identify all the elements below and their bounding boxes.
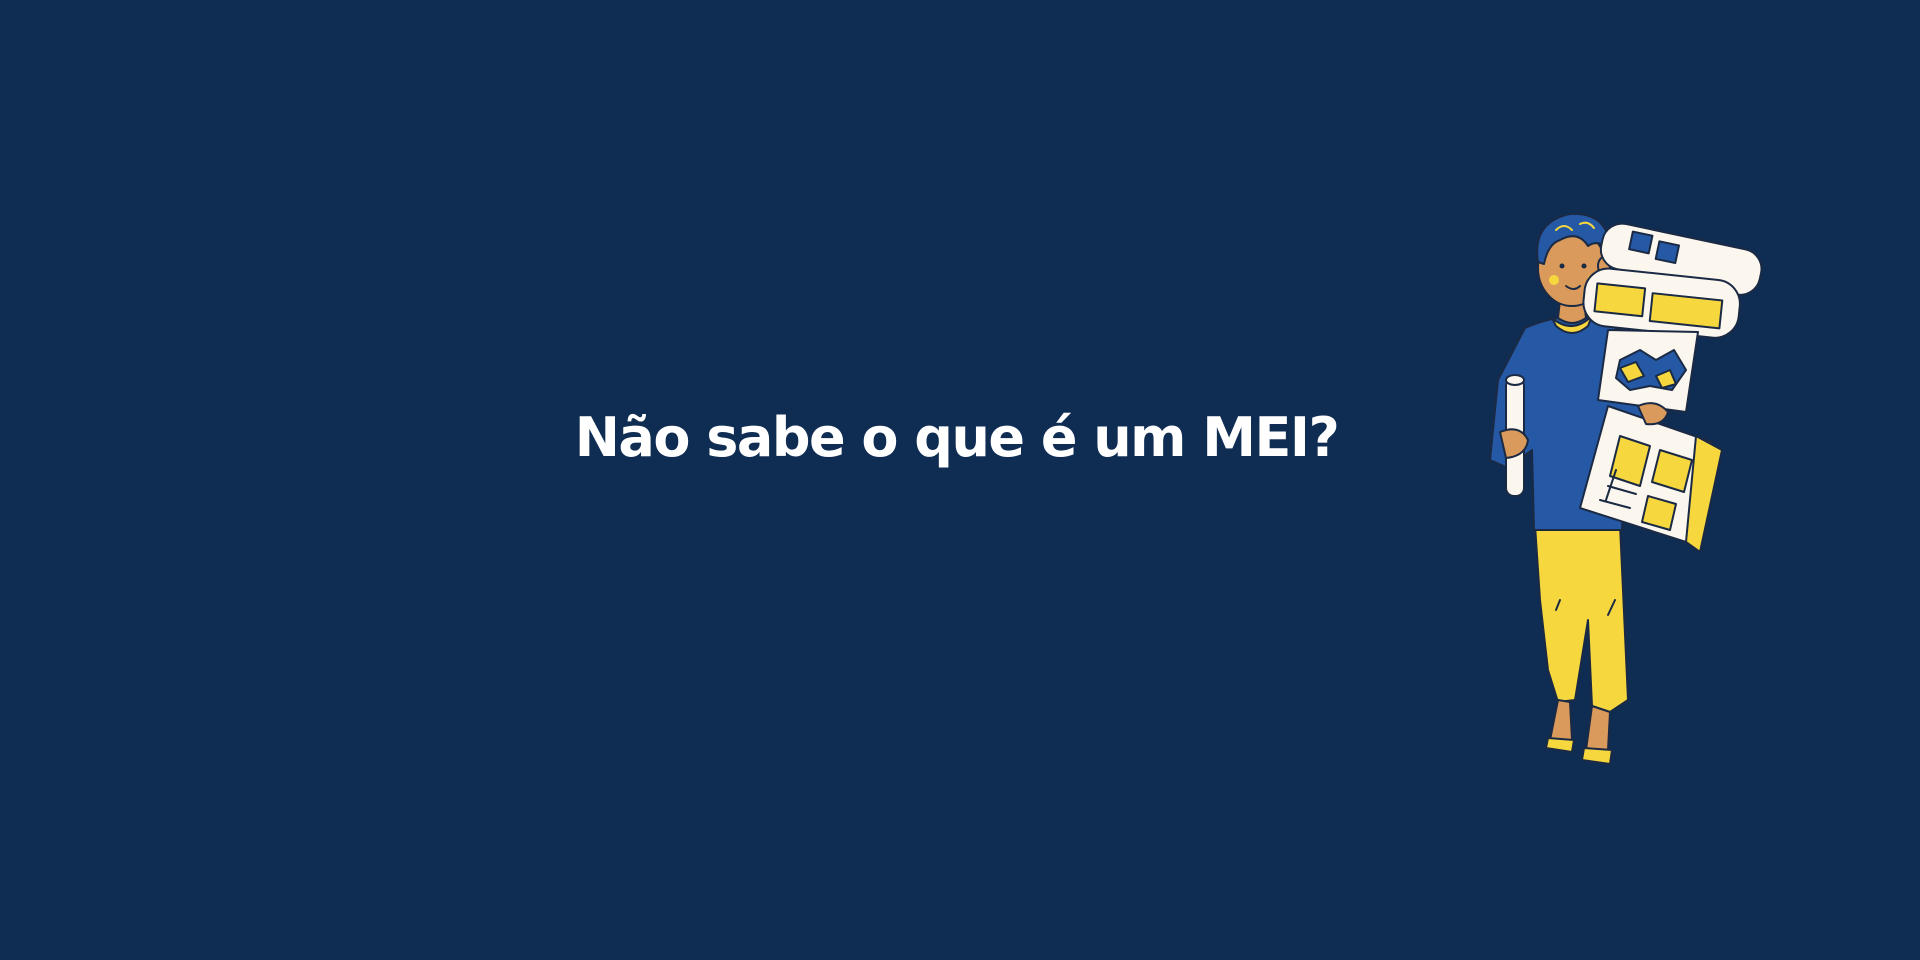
newspaper-roll-top — [1581, 220, 1765, 340]
headline: Não sabe o que é um MEI? — [574, 406, 1339, 469]
newspaper-person-illustration — [1460, 200, 1780, 780]
newspaper-page-hanging — [1598, 330, 1698, 412]
pants — [1535, 525, 1628, 712]
